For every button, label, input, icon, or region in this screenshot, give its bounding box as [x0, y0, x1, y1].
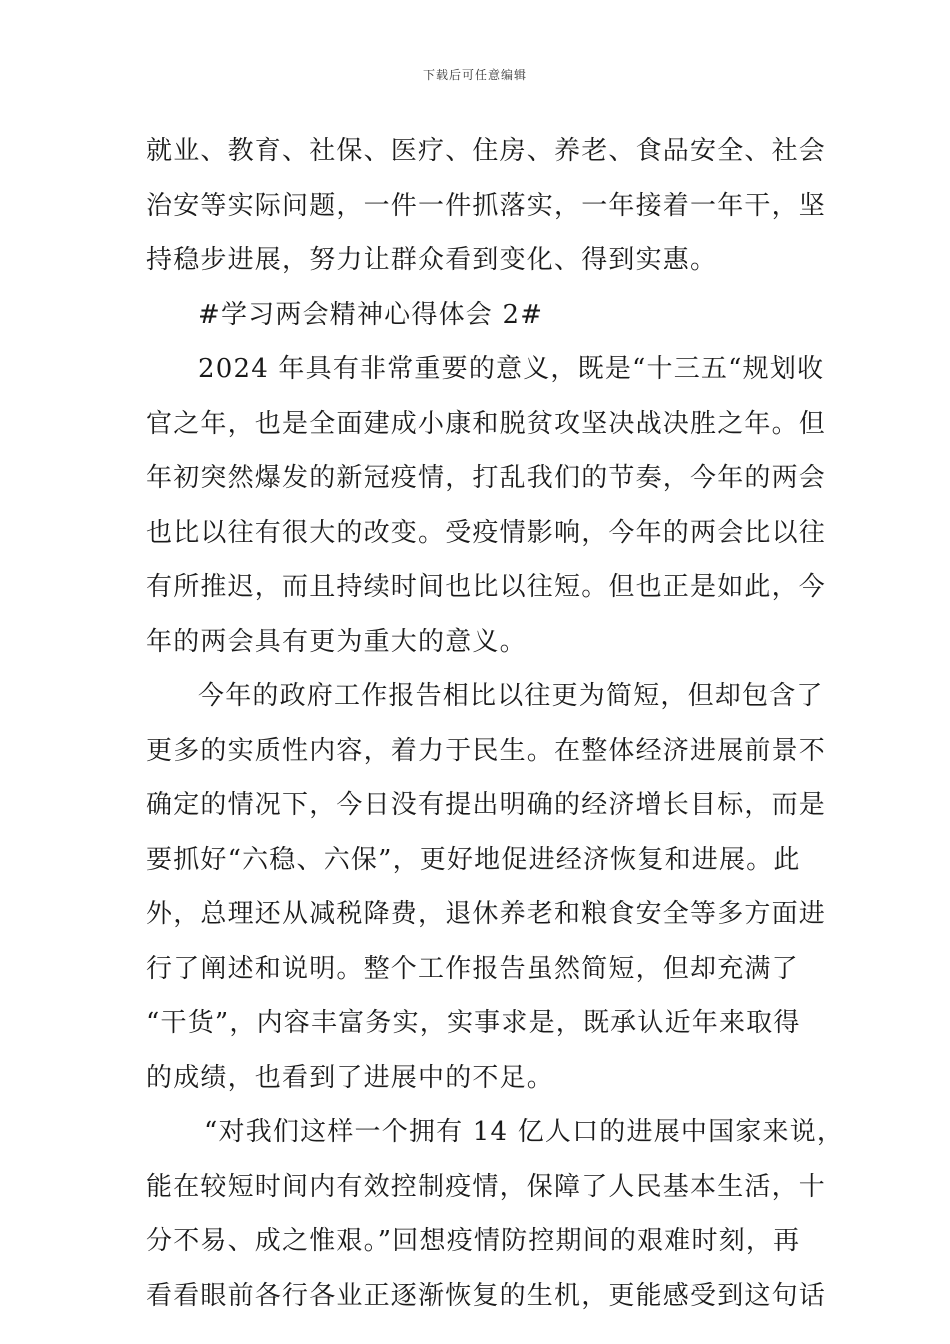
text-line: 治安等实际问题，一件一件抓落实，一年接着一年干，坚: [146, 190, 827, 221]
text-line: 的成绩，也看到了进展中的不足。: [146, 1062, 555, 1093]
text-line: 年的两会具有更为重大的意义。: [146, 626, 527, 657]
paragraph-start: “对我们这样一个拥有 14 亿人口的进展中国家来说，: [204, 1117, 845, 1147]
text-line: 确定的情况下，今日没有提出明确的经济增长目标，而是: [146, 790, 827, 820]
text-line: 更多的实质性内容，着力于民生。在整体经济进展前景不: [146, 735, 827, 766]
text-line: 行了阐述和说明。整个工作报告虽然简短，但却充满了: [146, 953, 799, 984]
document-body: [146, 128, 845, 1327]
text-line: “干货”，内容丰富务实，实事求是，既承认近年来取得: [146, 1008, 801, 1038]
text-line: 也比以往有很大的改变。受疫情影响，今年的两会比以往: [146, 517, 827, 548]
text-line: 看看眼前各行各业正逐渐恢复的生机，更能感受到这句话: [146, 1280, 827, 1311]
text-line: 官之年，也是全面建成小康和脱贫攻坚决战决胜之年。但: [146, 408, 827, 439]
text-line: 就业、教育、社保、医疗、住房、养老、食品安全、社会: [146, 136, 827, 166]
text-line: 有所推迟，而且持续时间也比以往短。但也正是如此，今: [146, 572, 827, 602]
text-line: 能在较短时间内有效控制疫情，保障了人民基本生活，十: [146, 1171, 827, 1202]
page-header: 下载后可任意编辑: [422, 68, 527, 82]
text-line: 年初突然爆发的新冠疫情，打乱我们的节奏，今年的两会: [146, 463, 827, 493]
text-line: 分不易、成之惟艰。”回想疫情防控期间的艰难时刻，再: [146, 1226, 801, 1256]
text-line: 要抓好“六稳、六保”，更好地促进经济恢复和进展。此: [146, 844, 801, 875]
text-line: 外，总理还从减税降费，退休养老和粮食安全等多方面进: [146, 899, 827, 929]
text-line: 持稳步进展，努力让群众看到变化、得到实惠。: [146, 245, 718, 275]
section-heading: #学习两会精神心得体会 2#: [198, 299, 544, 330]
paragraph-start: 今年的政府工作报告相比以往更为简短，但却包含了: [198, 681, 824, 711]
paragraph-start: 2024 年具有非常重要的意义，既是“十三五“规划收: [198, 354, 825, 384]
